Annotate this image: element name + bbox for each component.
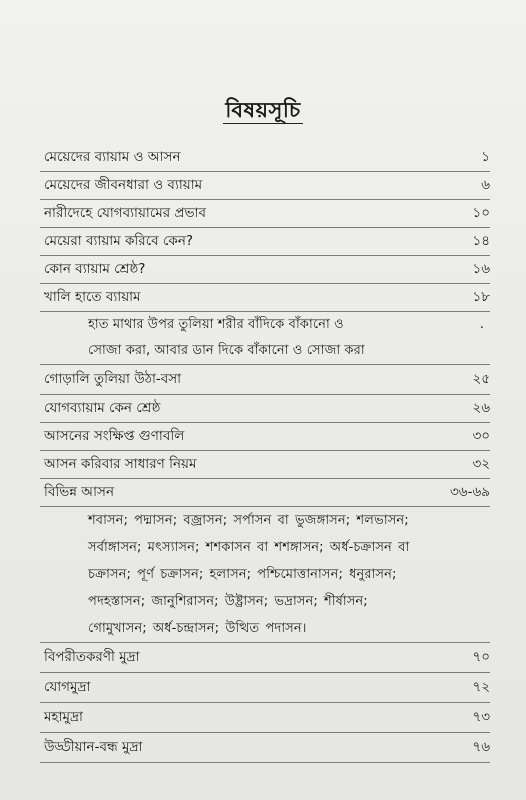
toc-entry-label: খালি হাতে ব্যায়াম bbox=[44, 289, 141, 305]
asana-list-line: চক্রাসন; পূর্ণ চক্রাসন; হলাসন; পশ্চিমোত্তানাসন; ধনুরাসন; bbox=[88, 567, 397, 582]
toc-entry-label: কোন ব্যায়াম শ্রেষ্ঠ? bbox=[44, 261, 146, 277]
toc-entry-label: আসন করিবার সাধারণ নিয়ম bbox=[44, 456, 197, 472]
toc-entry-label: মহামুদ্রা bbox=[44, 709, 83, 725]
toc-entry-page: ৩৬-৬৯ bbox=[450, 484, 490, 500]
toc-entry bbox=[40, 673, 490, 703]
asana-list-line: শবাসন; পদ্মাসন; বজ্রাসন; সর্পাসন বা ভুজঙ্গাসন; শলভাসন; bbox=[88, 513, 409, 528]
toc-entry bbox=[40, 423, 490, 451]
toc-entry-label: উড্ডীয়ান-বন্ধ মুদ্রা bbox=[44, 739, 143, 755]
toc-entry-page: ৩২ bbox=[472, 456, 490, 472]
toc-entry-page: ২৬ bbox=[472, 400, 490, 416]
toc-entry-page: ১৪ bbox=[472, 233, 490, 249]
toc-entry-label: বিপরীতকরণী মুদ্রা bbox=[44, 649, 140, 665]
toc-entry-page: ৭০ bbox=[472, 649, 490, 665]
toc-entry bbox=[40, 256, 490, 284]
toc-entry bbox=[40, 479, 490, 507]
toc-entry-label: আসনের সংক্ষিপ্ত গুণাবলি bbox=[44, 428, 185, 444]
toc-entry-label: যোগব্যায়াম কেন শ্রেষ্ঠ bbox=[44, 400, 161, 416]
toc-sub-entry-line: হাত মাথার উপর তুলিয়া শরীর বাঁদিকে বাঁকানো ও bbox=[88, 317, 344, 332]
toc-entry bbox=[40, 703, 490, 733]
toc-entry-page: ১৬ bbox=[472, 261, 490, 277]
toc-entry-label: নারীদেহে যোগব্যায়ামের প্রভাব bbox=[44, 205, 207, 221]
toc-entry bbox=[40, 144, 490, 172]
toc-entry-label: যোগমুদ্রা bbox=[44, 679, 91, 695]
toc-entry-page: ৩০ bbox=[472, 428, 490, 444]
asana-list-line: সর্বাঙ্গাসন; মৎস্যাসন; শশকাসন বা শশঙ্গাসন; অর্ধ-চক্রাসন বা bbox=[88, 540, 410, 555]
toc-entry-page: ৬ bbox=[481, 177, 490, 193]
asana-list bbox=[40, 507, 490, 643]
toc-entry bbox=[40, 172, 490, 200]
toc-entry-label: বিভিন্ন আসন bbox=[44, 484, 115, 500]
toc-entry bbox=[40, 228, 490, 256]
toc-entry bbox=[40, 284, 490, 312]
page-title bbox=[0, 94, 526, 129]
toc-entry-page: ১০ bbox=[472, 205, 490, 221]
toc-entry-page: ৭২ bbox=[472, 679, 490, 695]
toc-entry-page: ১ bbox=[481, 149, 490, 165]
table-of-contents bbox=[40, 144, 490, 763]
toc-entry-page: ৭৩ bbox=[472, 709, 490, 725]
toc-entry-page: ২৫ bbox=[472, 371, 490, 387]
toc-sub-entry-mark: . bbox=[479, 317, 484, 332]
page-title-text: বিষয়সূচি bbox=[225, 98, 301, 122]
toc-entry-label: মেয়েদের ব্যায়াম ও আসন bbox=[44, 149, 181, 165]
toc-entry bbox=[40, 200, 490, 228]
toc-entry bbox=[40, 395, 490, 423]
toc-entry-label: গোড়ালি তুলিয়া উঠা-বসা bbox=[44, 371, 182, 387]
toc-entry bbox=[40, 733, 490, 763]
toc-entry bbox=[40, 451, 490, 479]
toc-entry-label: মেয়েরা ব্যায়াম করিবে কেন? bbox=[44, 233, 194, 249]
asana-list-line: পদহস্তাসন; জানুশিরাসন; উষ্ট্রাসন; ভদ্রাসন; শীর্ষাসন; bbox=[88, 594, 368, 609]
toc-entry bbox=[40, 643, 490, 673]
toc-sub-entry-line: সোজা করা, আবার ডান দিকে বাঁকানো ও সোজা করা bbox=[88, 343, 365, 358]
toc-entry bbox=[40, 365, 490, 395]
toc-entry-page: ৭৬ bbox=[472, 739, 490, 755]
toc-entry-label: মেয়েদের জীবনধারা ও ব্যায়াম bbox=[44, 177, 203, 193]
asana-list-line: গোমুখাসন; অর্ধ-চন্দ্রাসন; উত্থিত পদাসন। bbox=[88, 621, 307, 636]
toc-sub-entry bbox=[40, 312, 490, 365]
toc-entry-page: ১৮ bbox=[472, 289, 490, 305]
